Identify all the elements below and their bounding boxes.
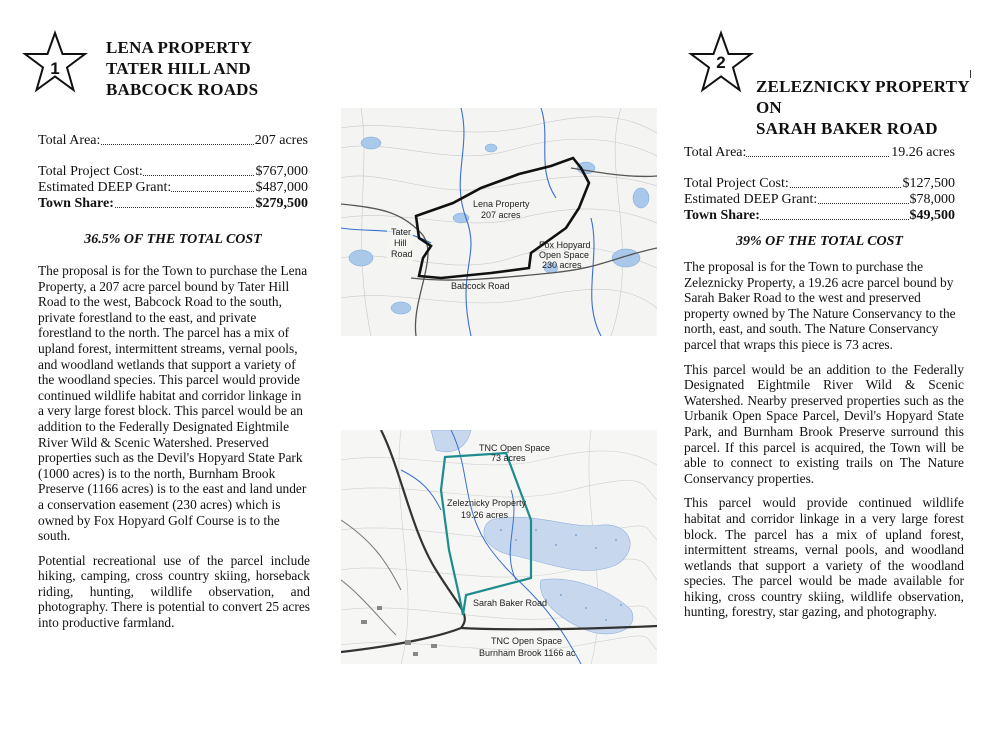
map2-property-acres: 19.26 acres	[461, 510, 509, 520]
right-project-cost	[684, 176, 955, 192]
left-town-share-label: Town Share:	[38, 196, 114, 211]
lena-property-map	[341, 108, 657, 336]
right-title	[756, 76, 970, 139]
right-town-share-label: Town Share:	[684, 208, 760, 223]
left-total-area	[38, 133, 308, 149]
left-town-share	[38, 196, 308, 212]
zeleznicky-property-map	[341, 430, 657, 664]
left-title	[106, 37, 258, 100]
right-body	[684, 259, 964, 629]
right-figures	[684, 145, 955, 224]
star-number-2: 2	[716, 53, 726, 72]
left-project-cost-value: $767,000	[255, 164, 308, 179]
right-town-share-value: $49,500	[909, 208, 955, 223]
map1-babcock-label: Babcock Road	[451, 281, 510, 291]
map2-tnc-north-1: TNC Open Space	[479, 443, 551, 453]
left-grant	[38, 180, 308, 196]
right-grant	[684, 192, 955, 208]
right-total-area	[684, 145, 955, 161]
right-grant-value: $78,000	[909, 192, 955, 207]
map1-property-label: Lena Property	[473, 199, 530, 209]
left-total-area-value: 207 acres	[254, 133, 308, 148]
left-project-cost	[38, 164, 308, 180]
right-grant-label: Estimated DEEP Grant:	[684, 192, 818, 207]
map1-fox-label-1: Fox Hopyard	[539, 240, 591, 250]
left-grant-value: $487,000	[255, 180, 308, 195]
left-town-share-value: $279,500	[255, 196, 308, 211]
left-paragraph-2: Potential recreational use of the parcel include hiking, camping, cross country skiing, horseback riding, hunting, wildlife observation, and photography. There is potential to convert 25 acres into productive farmland.	[38, 552, 310, 631]
map2-property-label: Zeleznicky Property	[447, 498, 527, 508]
left-paragraph-1: The proposal is for the Town to purchase the Lena Property, a 207 acre parcel bound by Tater Hill Road to the west, Babcock Road to the south, private forestland to the east, and private forestland to the north. The parcel has a mix of upland forest, intermittent streams, vernal pools, and woodland wetlands that support a variety of the woodland species. This parcel would provide continued wildlife habitat and corridor linkage in a very large forest block. This parcel would be an addition to the Federally Designated Eightmile River Wild & Scenic Watershed. Preserved properties such as the Devil's Hopyard State Park (1000 acres) is to the north, Burnham Brook Preserve (1166 acres) is to the east and land under a conservation easement (230 acres) which is owned by Fox Hopyard Golf Course is to the south.	[38, 263, 308, 544]
right-total-area-value: 19.26 acres	[891, 145, 955, 160]
left-grant-label: Estimated DEEP Grant:	[38, 180, 172, 195]
star-number-1: 1	[50, 59, 60, 78]
right-title-line-1: ZELEZNICKY PROPERTY	[756, 77, 970, 96]
left-figures	[38, 133, 308, 212]
star-2-icon	[688, 30, 754, 96]
right-title-line-2: ON	[756, 98, 782, 117]
right-percent: 39% OF THE TOTAL COST	[736, 234, 903, 249]
right-total-area-label: Total Area:	[684, 145, 747, 160]
right-edge-mark	[970, 70, 971, 78]
left-percent: 36.5% OF THE TOTAL COST	[84, 232, 262, 247]
left-title-line-3: BABCOCK ROADS	[106, 80, 259, 99]
left-total-area-label: Total Area:	[38, 133, 101, 148]
map1-tater-label-3: Road	[391, 249, 413, 259]
right-project-cost-label: Total Project Cost:	[684, 176, 789, 191]
right-town-share	[684, 208, 955, 224]
right-paragraph-2: This parcel would be an addition to the Federally Designated Eightmile River Wild & Scenic Watershed. Nearby preserved properties such as the Urbanik Open Space Parcel, Devil's Hopyard State Park, and Burnham Brook Preserve surround this parcel. If this parcel is acquired, the Town will be able to connect to existing trails on The Nature Conservancy properties.	[684, 361, 964, 486]
map1-property-acres: 207 acres	[481, 210, 521, 220]
left-title-line-1: LENA PROPERTY	[106, 38, 253, 57]
map1-tater-label-1: Tater	[391, 227, 412, 237]
right-title-line-3: SARAH BAKER ROAD	[756, 119, 938, 138]
map2-tnc-south-2: Burnham Brook 1166 ac	[479, 648, 576, 658]
right-paragraph-1: The proposal is for the Town to purchase the Zeleznicky Property, a 19.26 acre parcel bound by Sarah Baker Road to the west and preserved property owned by The Nature Conservancy to the north, east, and south. The Nature Conservancy parcel that wraps this piece is 73 acres.	[684, 259, 956, 352]
left-title-line-2: TATER HILL AND	[106, 59, 251, 78]
map1-tater-label-2: Hill	[394, 238, 407, 248]
star-1-icon	[22, 30, 88, 96]
map1-fox-label-2: Open Space	[539, 250, 590, 260]
right-project-cost-value: $127,500	[902, 176, 955, 191]
map1-fox-label-3: 230 acres	[542, 260, 582, 270]
map2-sarah-baker-label: Sarah Baker Road	[473, 598, 548, 608]
map2-tnc-north-2: 73 acres	[491, 453, 526, 463]
map2-tnc-south-1: TNC Open Space	[491, 636, 563, 646]
left-body	[38, 263, 310, 640]
right-paragraph-3: This parcel would provide continued wildlife habitat and corridor linkage in a very large forest block. The parcel has a mix of upland forest, intermittent streams, vernal pools, and woodland wetlands that support a variety of the woodland species. The parcel would be made available for hiking, cross country skiing, wildlife observation, hunting, forestry, star gazing, and photography.	[684, 495, 964, 620]
left-project-cost-label: Total Project Cost:	[38, 164, 143, 179]
